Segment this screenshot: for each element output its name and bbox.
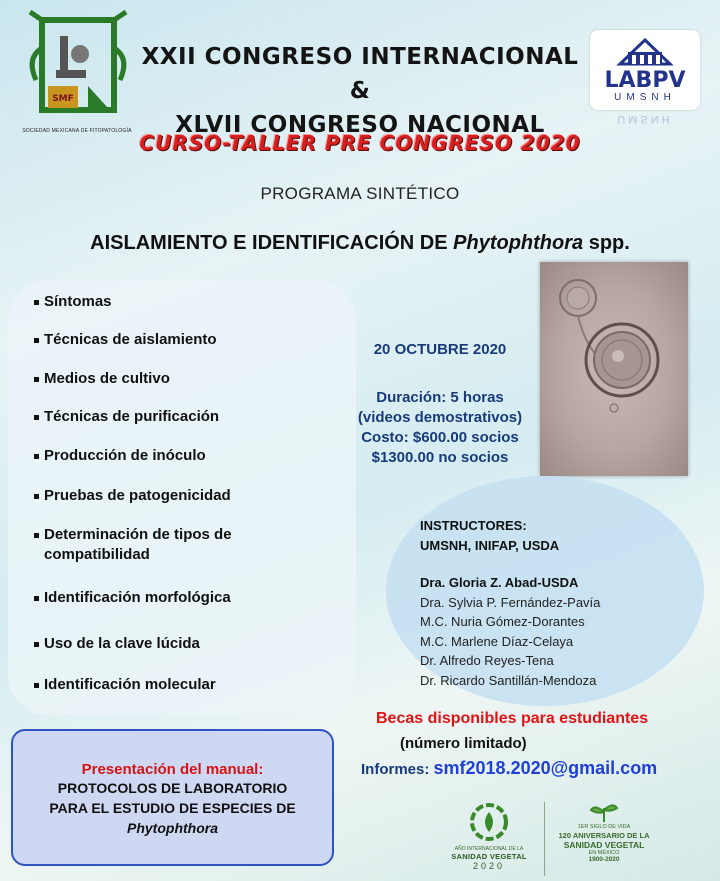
- manual-line2: PARA EL ESTUDIO DE ESPECIES DE: [49, 800, 296, 816]
- bullet-icon: [34, 454, 39, 459]
- iysv-logo: [434, 798, 544, 878]
- topic-label: Técnicas de purificación: [44, 408, 220, 425]
- building-icon: [590, 30, 700, 70]
- topic-label: Síntomas: [44, 293, 112, 310]
- main-title-prefix: AISLAMIENTO E IDENTIFICACIÓN DE: [90, 232, 454, 254]
- manual-heading: Presentación del manual:: [81, 761, 264, 778]
- topic-label: Técnicas de aislamiento: [44, 331, 217, 348]
- instructor-name: Dr. Alfredo Reyes-Tena: [420, 653, 554, 668]
- bullet-icon: [34, 683, 39, 688]
- iysv-line2: SANIDAD VEGETAL: [451, 852, 527, 861]
- labpv-abbr: LABPV: [604, 68, 686, 93]
- congress-title-line2: XLVII CONGRESO NACIONAL: [175, 112, 545, 138]
- instructors-list: [420, 516, 710, 690]
- topic-item: [44, 446, 206, 466]
- logo-divider: [544, 802, 545, 876]
- topic-item: [44, 330, 217, 350]
- topic-item: [44, 634, 200, 654]
- topic-label: Identificación morfológica: [44, 589, 231, 606]
- informes: [361, 758, 657, 779]
- oospore-icon: [540, 262, 688, 476]
- topic-label: Pruebas de patogenicidad: [44, 487, 231, 504]
- bullet-icon: [34, 377, 39, 382]
- instructor-lead: Dra. Gloria Z. Abad-USDA: [420, 575, 579, 590]
- anniversary-logo: [549, 798, 659, 878]
- topic-label: Determinación de tipos de compatibilidad: [44, 526, 232, 563]
- labpv-sub: UMSNH: [614, 92, 676, 103]
- anniversary-line3: SANIDAD VEGETAL: [563, 840, 645, 850]
- bullet-icon: [34, 415, 39, 420]
- anniversary-years: 1900-2020: [588, 856, 620, 863]
- main-title-suffix: spp.: [583, 232, 630, 254]
- main-title: [0, 232, 720, 255]
- programa-sintetico: PROGRAMA SINTÉTICO: [260, 184, 460, 203]
- labpv-reflection: UMSNH: [617, 113, 673, 125]
- topic-label: Medios de cultivo: [44, 370, 170, 387]
- contact-email-link[interactable]: smf2018.2020@gmail.com: [433, 758, 658, 778]
- instructors-heading: INSTRUCTORES:: [420, 518, 527, 533]
- anniversary-line2: 120 ANIVERSARIO DE LA: [558, 831, 650, 840]
- bullet-icon: [34, 494, 39, 499]
- congress-title: [140, 40, 580, 142]
- labpv-logo: [590, 30, 700, 110]
- instructor-name: M.C. Nuria Gómez-Dorantes: [420, 614, 585, 629]
- anniversary-line4: EN MÉXICO: [588, 850, 620, 856]
- instructor-name: M.C. Marlene Díaz-Celaya: [420, 633, 574, 649]
- bullet-icon: [34, 596, 39, 601]
- course-cost-nonmembers: $1300.00 no socios: [371, 449, 509, 466]
- iysv-year: 2020: [472, 861, 506, 871]
- smf-caption: SOCIEDAD MEXICANA DE FITOPATOLOGÍA: [22, 128, 132, 134]
- bullet-icon: [34, 533, 39, 538]
- instructor-name: Dra. Sylvia P. Fernández-Pavía: [420, 594, 601, 610]
- topic-label: Identificación molecular: [44, 676, 216, 693]
- topic-item: [44, 369, 170, 389]
- course-duration: Duración: 5 horas: [376, 389, 504, 406]
- numero-limitado: (número limitado): [400, 735, 527, 752]
- manual-line1: PROTOCOLOS DE LABORATORIO: [57, 780, 288, 796]
- anniversary-line1: 1ER SIGLO DE VIDA: [577, 824, 631, 830]
- bullet-icon: [34, 338, 39, 343]
- informes-label: Informes:: [361, 761, 434, 778]
- topic-label: Producción de inóculo: [44, 447, 206, 464]
- smf-logo: [22, 8, 132, 138]
- smf-abbr: SMF: [52, 94, 74, 104]
- sprout-icon: [589, 800, 619, 824]
- topic-item: [44, 675, 216, 695]
- topics-panel: [8, 280, 356, 715]
- course-videos: (videos demostrativos): [357, 409, 523, 426]
- topic-item: [44, 525, 284, 565]
- manual-box: [11, 729, 334, 866]
- bullet-icon: [34, 642, 39, 647]
- topic-item: [44, 292, 112, 312]
- instructors-institutions: UMSNH, INIFAP, USDA: [420, 537, 560, 553]
- instructor-name: Dr. Ricardo Santillán-Mendoza: [420, 672, 597, 688]
- topic-item: [44, 407, 219, 427]
- plant-leaf-icon: [469, 802, 509, 842]
- smf-emblem-icon: [22, 8, 132, 128]
- manual-line3: Phytophthora: [127, 820, 218, 836]
- congress-title-line1: XXII CONGRESO INTERNACIONAL &: [141, 44, 579, 104]
- becas-notice: Becas disponibles para estudiantes: [376, 710, 649, 727]
- topic-item: [44, 588, 231, 608]
- main-title-genus: Phytophthora: [453, 232, 584, 254]
- course-date: 20 OCTUBRE 2020: [373, 341, 507, 358]
- phytophthora-micrograph: [540, 262, 688, 476]
- course-cost-members: Costo: $600.00 socios: [361, 429, 519, 446]
- topic-item: [44, 486, 231, 506]
- topic-label: Uso de la clave lúcida: [44, 635, 200, 652]
- iysv-line1: AÑO INTERNACIONAL DE LA: [454, 846, 524, 852]
- curso-title: CURSO-TALLER PRE CONGRESO 2020: [139, 131, 581, 155]
- bullet-icon: [34, 300, 39, 305]
